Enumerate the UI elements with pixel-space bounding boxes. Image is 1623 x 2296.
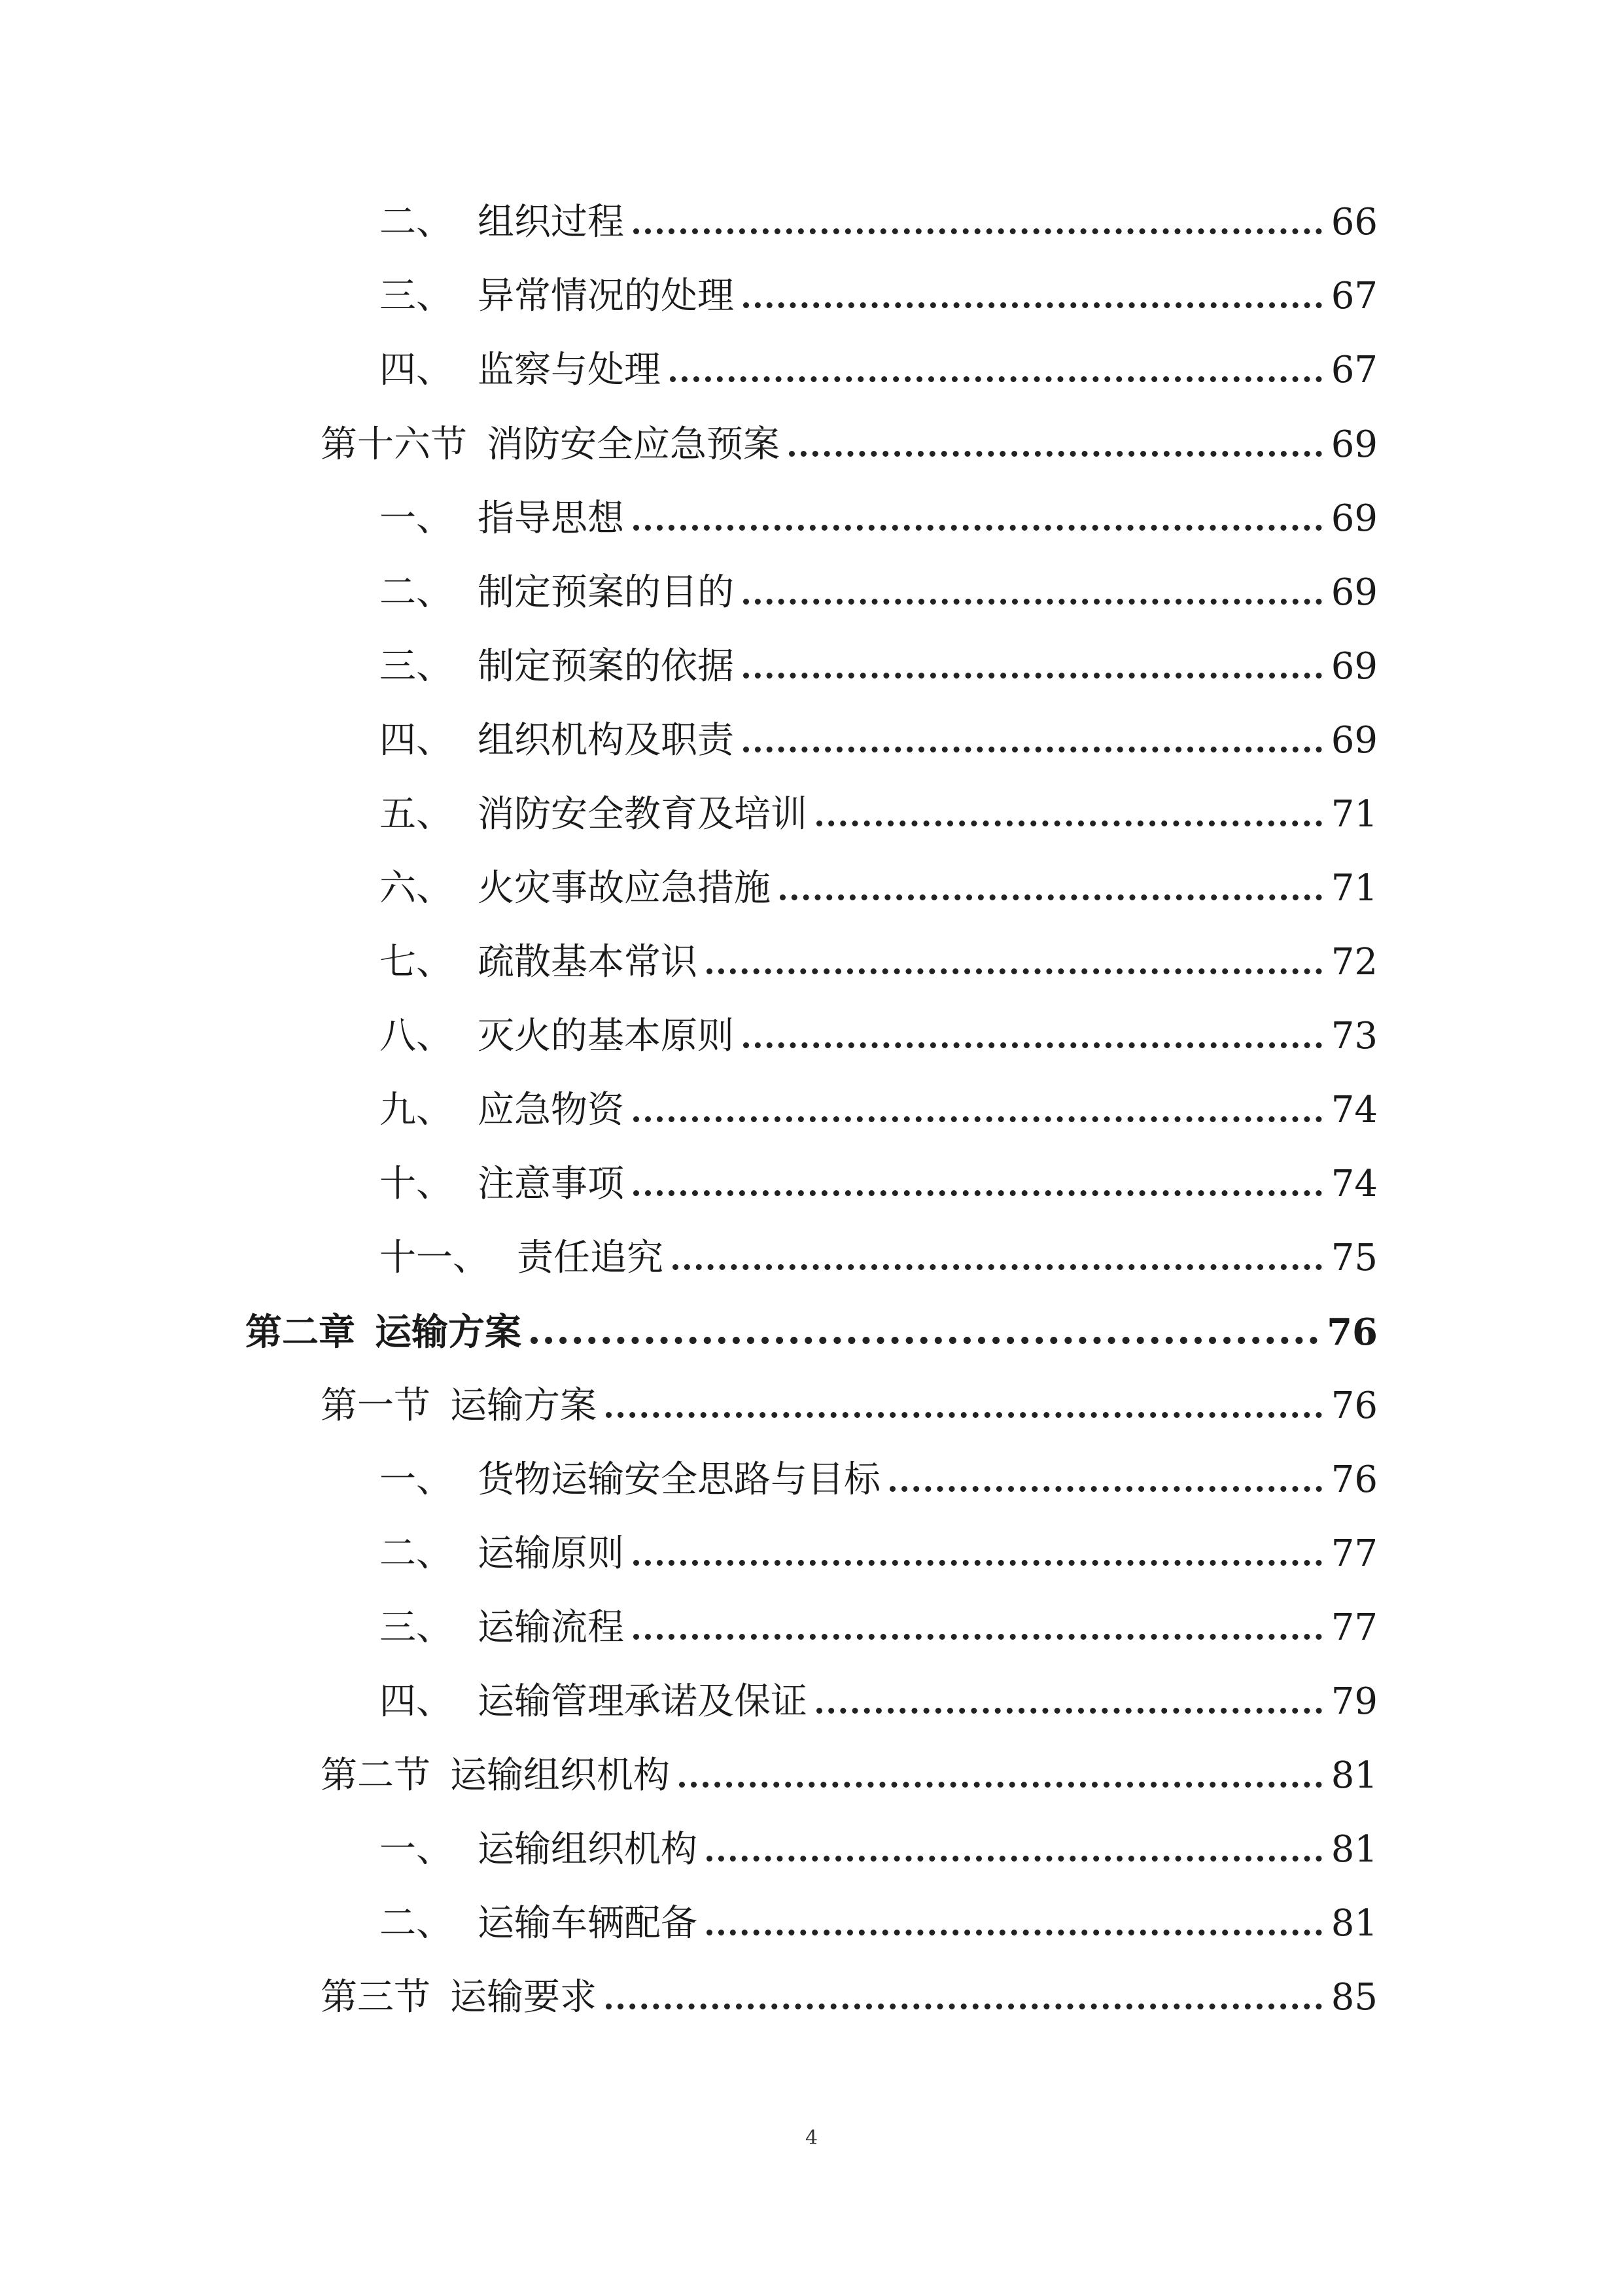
dot-leader: [672, 1232, 1322, 1284]
toc-entry-number: 四、: [379, 1680, 453, 1723]
dot-leader: [707, 1898, 1322, 1950]
dot-leader: [670, 344, 1322, 397]
toc-entry-title: 制定预案的目的: [478, 571, 734, 614]
toc-entry-title: 组织过程: [478, 201, 624, 243]
toc-entry-title: 运输要求: [450, 1976, 597, 2019]
toc-entry-page: 81: [1331, 1828, 1378, 1871]
toc-entry-page: 74: [1331, 1163, 1378, 1205]
toc-entry-title: 灭火的基本原则: [478, 1015, 734, 1057]
toc-entry-page: 69: [1331, 719, 1378, 762]
dot-leader: [743, 715, 1322, 767]
dot-leader: [789, 419, 1322, 471]
toc-entry-title: 运输组织机构: [478, 1828, 697, 1871]
toc-entry[interactable]: [321, 1380, 1378, 1432]
toc-entry-title: 注意事项: [478, 1163, 624, 1205]
toc-entry-title: 组织机构及职责: [478, 719, 734, 762]
toc-entry-page: 77: [1331, 1606, 1378, 1649]
toc-entry-number: 二、: [379, 1902, 453, 1945]
toc-entry-page: 81: [1331, 1754, 1378, 1797]
toc-entry[interactable]: [379, 1454, 1378, 1506]
toc-entry-number: 十一、: [379, 1237, 489, 1279]
dot-leader: [606, 1380, 1322, 1432]
toc-entry-page: 69: [1331, 497, 1378, 540]
toc-entry-page: 76: [1331, 1458, 1378, 1501]
toc-entry-number: 三、: [379, 275, 453, 317]
toc-entry[interactable]: [379, 1898, 1378, 1950]
toc-entry-number: 第一节: [321, 1385, 430, 1427]
toc-entry-page: 76: [1327, 1311, 1378, 1354]
toc-entry-number: 四、: [379, 719, 453, 762]
toc-entry-title: 运输原则: [478, 1532, 624, 1575]
toc-entry-title: 消防安全教育及培训: [478, 793, 807, 836]
dot-leader: [743, 567, 1322, 619]
toc-entry-number: 八、: [379, 1015, 453, 1057]
toc-entry-title: 异常情况的处理: [478, 275, 734, 317]
toc-entry[interactable]: [379, 1084, 1378, 1137]
toc-entry[interactable]: [379, 196, 1378, 249]
toc-entry-title: 火灾事故应急措施: [478, 867, 771, 910]
toc-entry-page: 81: [1331, 1902, 1378, 1945]
toc-entry[interactable]: [379, 788, 1378, 841]
toc-entry[interactable]: [379, 715, 1378, 767]
toc-entry[interactable]: [379, 344, 1378, 397]
toc-entry-number: 七、: [379, 941, 453, 983]
toc-entry-title: 运输流程: [478, 1606, 624, 1649]
dot-leader: [743, 270, 1322, 323]
toc-entry-page: 75: [1331, 1237, 1378, 1279]
toc-entry-title: 指导思想: [478, 497, 624, 540]
toc-entry-number: 一、: [379, 1828, 453, 1871]
toc-entry-page: 76: [1331, 1385, 1378, 1427]
toc-entry-title: 货物运输安全思路与目标: [478, 1458, 881, 1501]
toc-entry[interactable]: [379, 1232, 1378, 1284]
toc-entry-title: 制定预案的依据: [478, 645, 734, 688]
dot-leader: [707, 936, 1322, 989]
toc-entry[interactable]: [321, 1750, 1378, 1802]
toc-entry-number: 三、: [379, 1606, 453, 1649]
toc-entry-title: 消防安全应急预案: [487, 423, 780, 466]
dot-leader: [816, 1676, 1322, 1728]
toc-entry[interactable]: [379, 936, 1378, 989]
toc-entry-number: 二、: [379, 571, 453, 614]
toc-entry-title: 责任追究: [517, 1237, 663, 1279]
toc-entry-page: 77: [1331, 1532, 1378, 1575]
toc-entry-page: 85: [1331, 1976, 1378, 2019]
toc-entry[interactable]: [379, 493, 1378, 545]
dot-leader: [633, 493, 1322, 545]
dot-leader: [816, 788, 1322, 841]
toc-entry-page: 72: [1331, 941, 1378, 983]
dot-leader: [743, 1010, 1322, 1063]
toc-entry-title: 疏散基本常识: [478, 941, 697, 983]
dot-leader: [743, 641, 1322, 693]
toc-entry-page: 71: [1331, 793, 1378, 836]
toc-entry-number: 一、: [379, 497, 453, 540]
toc-entry-number: 第二章: [245, 1311, 355, 1354]
dot-leader: [679, 1750, 1322, 1802]
toc-entry-page: 67: [1331, 275, 1378, 317]
toc-entry-title: 运输管理承诺及保证: [478, 1680, 807, 1723]
toc-entry[interactable]: [245, 1306, 1378, 1358]
toc-entry[interactable]: [379, 1010, 1378, 1063]
toc-entry[interactable]: [321, 1971, 1378, 2024]
toc-entry-title: 监察与处理: [478, 349, 661, 391]
toc-entry-number: 十、: [379, 1163, 453, 1205]
dot-leader: [707, 1824, 1322, 1876]
toc-entry[interactable]: [379, 1824, 1378, 1876]
page-number: 4: [805, 2127, 818, 2149]
toc-entry-page: 69: [1331, 571, 1378, 614]
toc-entry[interactable]: [379, 1676, 1378, 1728]
toc-entry-title: 应急物资: [478, 1089, 624, 1131]
dot-leader: [633, 1158, 1322, 1210]
toc-entry-page: 69: [1331, 423, 1378, 466]
toc-entry-number: 第三节: [321, 1976, 430, 2019]
toc-entry[interactable]: [379, 567, 1378, 619]
dot-leader: [890, 1454, 1322, 1506]
toc-entry[interactable]: [379, 270, 1378, 323]
toc-entry-number: 三、: [379, 645, 453, 688]
dot-leader: [633, 1528, 1322, 1580]
toc-entry[interactable]: [379, 1528, 1378, 1580]
dot-leader: [633, 196, 1322, 249]
toc-entry-number: 四、: [379, 349, 453, 391]
toc-entry-number: 九、: [379, 1089, 453, 1131]
dot-leader: [531, 1306, 1318, 1358]
toc-entry-page: 67: [1331, 349, 1378, 391]
toc-entry-page: 73: [1331, 1015, 1378, 1057]
toc-entry[interactable]: [379, 1158, 1378, 1210]
toc-entry-title: 运输方案: [375, 1311, 521, 1354]
toc-entry-title: 运输方案: [450, 1385, 597, 1427]
dot-leader: [606, 1971, 1322, 2024]
toc-entry-title: 运输车辆配备: [478, 1902, 697, 1945]
toc-entry-number: 一、: [379, 1458, 453, 1501]
dot-leader: [633, 1602, 1322, 1654]
toc-entry[interactable]: [379, 641, 1378, 693]
dot-leader: [780, 862, 1322, 915]
toc-entry-page: 66: [1331, 201, 1378, 243]
toc-entry-page: 79: [1331, 1680, 1378, 1723]
toc-entry-number: 五、: [379, 793, 453, 836]
toc-entry-number: 六、: [379, 867, 453, 910]
toc-entry-number: 二、: [379, 1532, 453, 1575]
toc-entry-number: 第十六节: [321, 423, 467, 466]
toc-entry-page: 69: [1331, 645, 1378, 688]
toc-entry-number: 第二节: [321, 1754, 430, 1797]
toc-entry[interactable]: [379, 1602, 1378, 1654]
toc-entry[interactable]: [379, 862, 1378, 915]
dot-leader: [633, 1084, 1322, 1137]
toc-entry[interactable]: [321, 419, 1378, 471]
toc-entry-title: 运输组织机构: [450, 1754, 670, 1797]
toc-entry-page: 74: [1331, 1089, 1378, 1131]
toc-entry-number: 二、: [379, 201, 453, 243]
toc-entry-page: 71: [1331, 867, 1378, 910]
